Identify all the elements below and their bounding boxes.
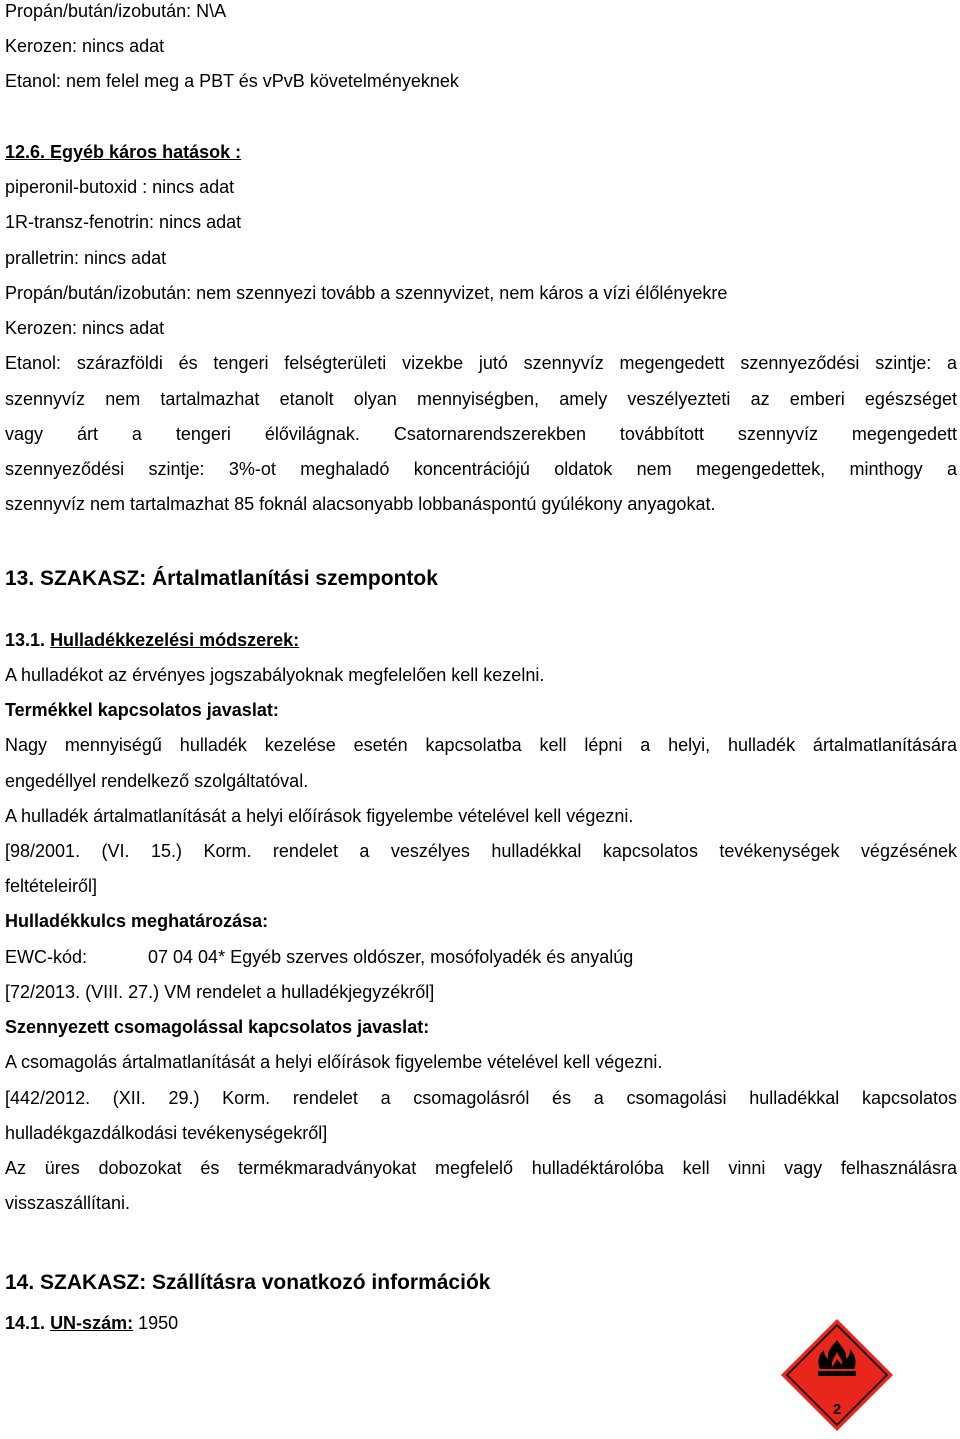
etanol-paragraph-line: Etanol: szárazföldi és tengeri felségterületi vizekbe jutó szennyvíz megengedett szennyeződési szintje: a xyxy=(5,353,957,373)
hazard-class-number: 2 xyxy=(832,1401,842,1418)
packaging-advice-heading: Szennyezett csomagolással kapcsolatos javaslat: xyxy=(5,1017,430,1037)
text-line: A csomagolás ártalmatlanítását a helyi előírások figyelembe vételével kell végezni. xyxy=(5,1052,663,1072)
regulation-line: [98/2001. (VI. 15.) Korm. rendelet a veszélyes hulladékkal kapcsolatos tevékenységek végzésének xyxy=(5,841,957,861)
text-line: Kerozen: nincs adat xyxy=(5,318,165,338)
etanol-paragraph-line: szennyvíz nem tartalmazhat 85 foknál alacsonyabb lobbanáspontú gyúlékony anyagokat. xyxy=(5,494,716,514)
text-line: A hulladék ártalmatlanítását a helyi előírások figyelembe vételével kell végezni. xyxy=(5,806,634,826)
text-line: A hulladékot az érvényes jogszabályoknak megfelelően kell kezelni. xyxy=(5,665,545,685)
text-line: Etanol: nem felel meg a PBT és vPvB követelményeknek xyxy=(5,71,459,91)
text-line: 1R-transz-fenotrin: nincs adat xyxy=(5,212,242,232)
waste-code-heading: Hulladékkulcs meghatározása: xyxy=(5,911,269,931)
section-14-1-line xyxy=(5,1308,178,1338)
etanol-paragraph-line: szennyvíz nem tartalmazhat etanolt olyan mennyiségben, amely veszélyezteti az emberi egészséget xyxy=(5,389,957,409)
text-line: Kerozen: nincs adat xyxy=(5,36,165,56)
section-12-6-heading: 12.6. Egyéb káros hatások : xyxy=(5,142,242,162)
regulation-line: [72/2013. (VIII. 27.) VM rendelet a hulladékjegyzékről] xyxy=(5,982,435,1002)
section-14-heading: 14. SZAKASZ: Szállításra vonatkozó információk xyxy=(5,1271,491,1294)
etanol-paragraph-line: szennyeződési szintje: 3%-ot meghaladó koncentrációjú oldatok nem megengedettek, minthogy a xyxy=(5,459,957,479)
un-number-value: 1950 xyxy=(138,1313,179,1333)
section-number: 14.1. xyxy=(5,1313,46,1333)
text-line: visszaszállítani. xyxy=(5,1193,131,1213)
regulation-line: feltételeiről] xyxy=(5,876,98,896)
product-advice-heading: Termékkel kapcsolatos javaslat: xyxy=(5,700,279,720)
ewc-value: 07 04 04* Egyéb szerves oldószer, mosófolyadék és anyalúg xyxy=(148,947,634,967)
regulation-line: [442/2012. (XII. 29.) Korm. rendelet a csomagolásról és a csomagolási hulladékkal kapcsolatos xyxy=(5,1088,957,1108)
section-13-1-heading xyxy=(5,625,299,655)
text-line: pralletrin: nincs adat xyxy=(5,248,167,268)
text-line: Propán/bután/izobután: nem szennyezi tovább a szennyvizet, nem káros a vízi élőlényekre xyxy=(5,283,728,303)
section-title: Hulladékkezelési módszerek: xyxy=(50,630,300,650)
text-line: engedéllyel rendelkező szolgáltatóval. xyxy=(5,771,309,791)
regulation-line: hulladékgazdálkodási tevékenységekről] xyxy=(5,1123,328,1143)
section-number: 13.1. xyxy=(5,630,46,650)
text-line: Propán/bután/izobután: N\A xyxy=(5,1,227,21)
un-number-label: UN-szám: xyxy=(50,1313,134,1333)
section-13-heading: 13. SZAKASZ: Ártalmatlanítási szempontok xyxy=(5,567,438,590)
text-line: Nagy mennyiségű hulladék kezelése esetén kapcsolatba kell lépni a helyi, hulladék ártalmatlanítására xyxy=(5,735,957,755)
ewc-label: EWC-kód: xyxy=(5,947,88,967)
text-line: piperonil-butoxid : nincs adat xyxy=(5,177,235,197)
text-line: Az üres dobozokat és termékmaradványokat megfelelő hulladéktárolóba kell vinni vagy felhasználásra xyxy=(5,1158,957,1178)
etanol-paragraph-line: vagy árt a tengeri élővilágnak. Csatornarendszerekben továbbított szennyvíz megengedett xyxy=(5,424,957,444)
ewc-row xyxy=(5,942,633,972)
flammable-gas-pictogram xyxy=(780,1318,894,1432)
